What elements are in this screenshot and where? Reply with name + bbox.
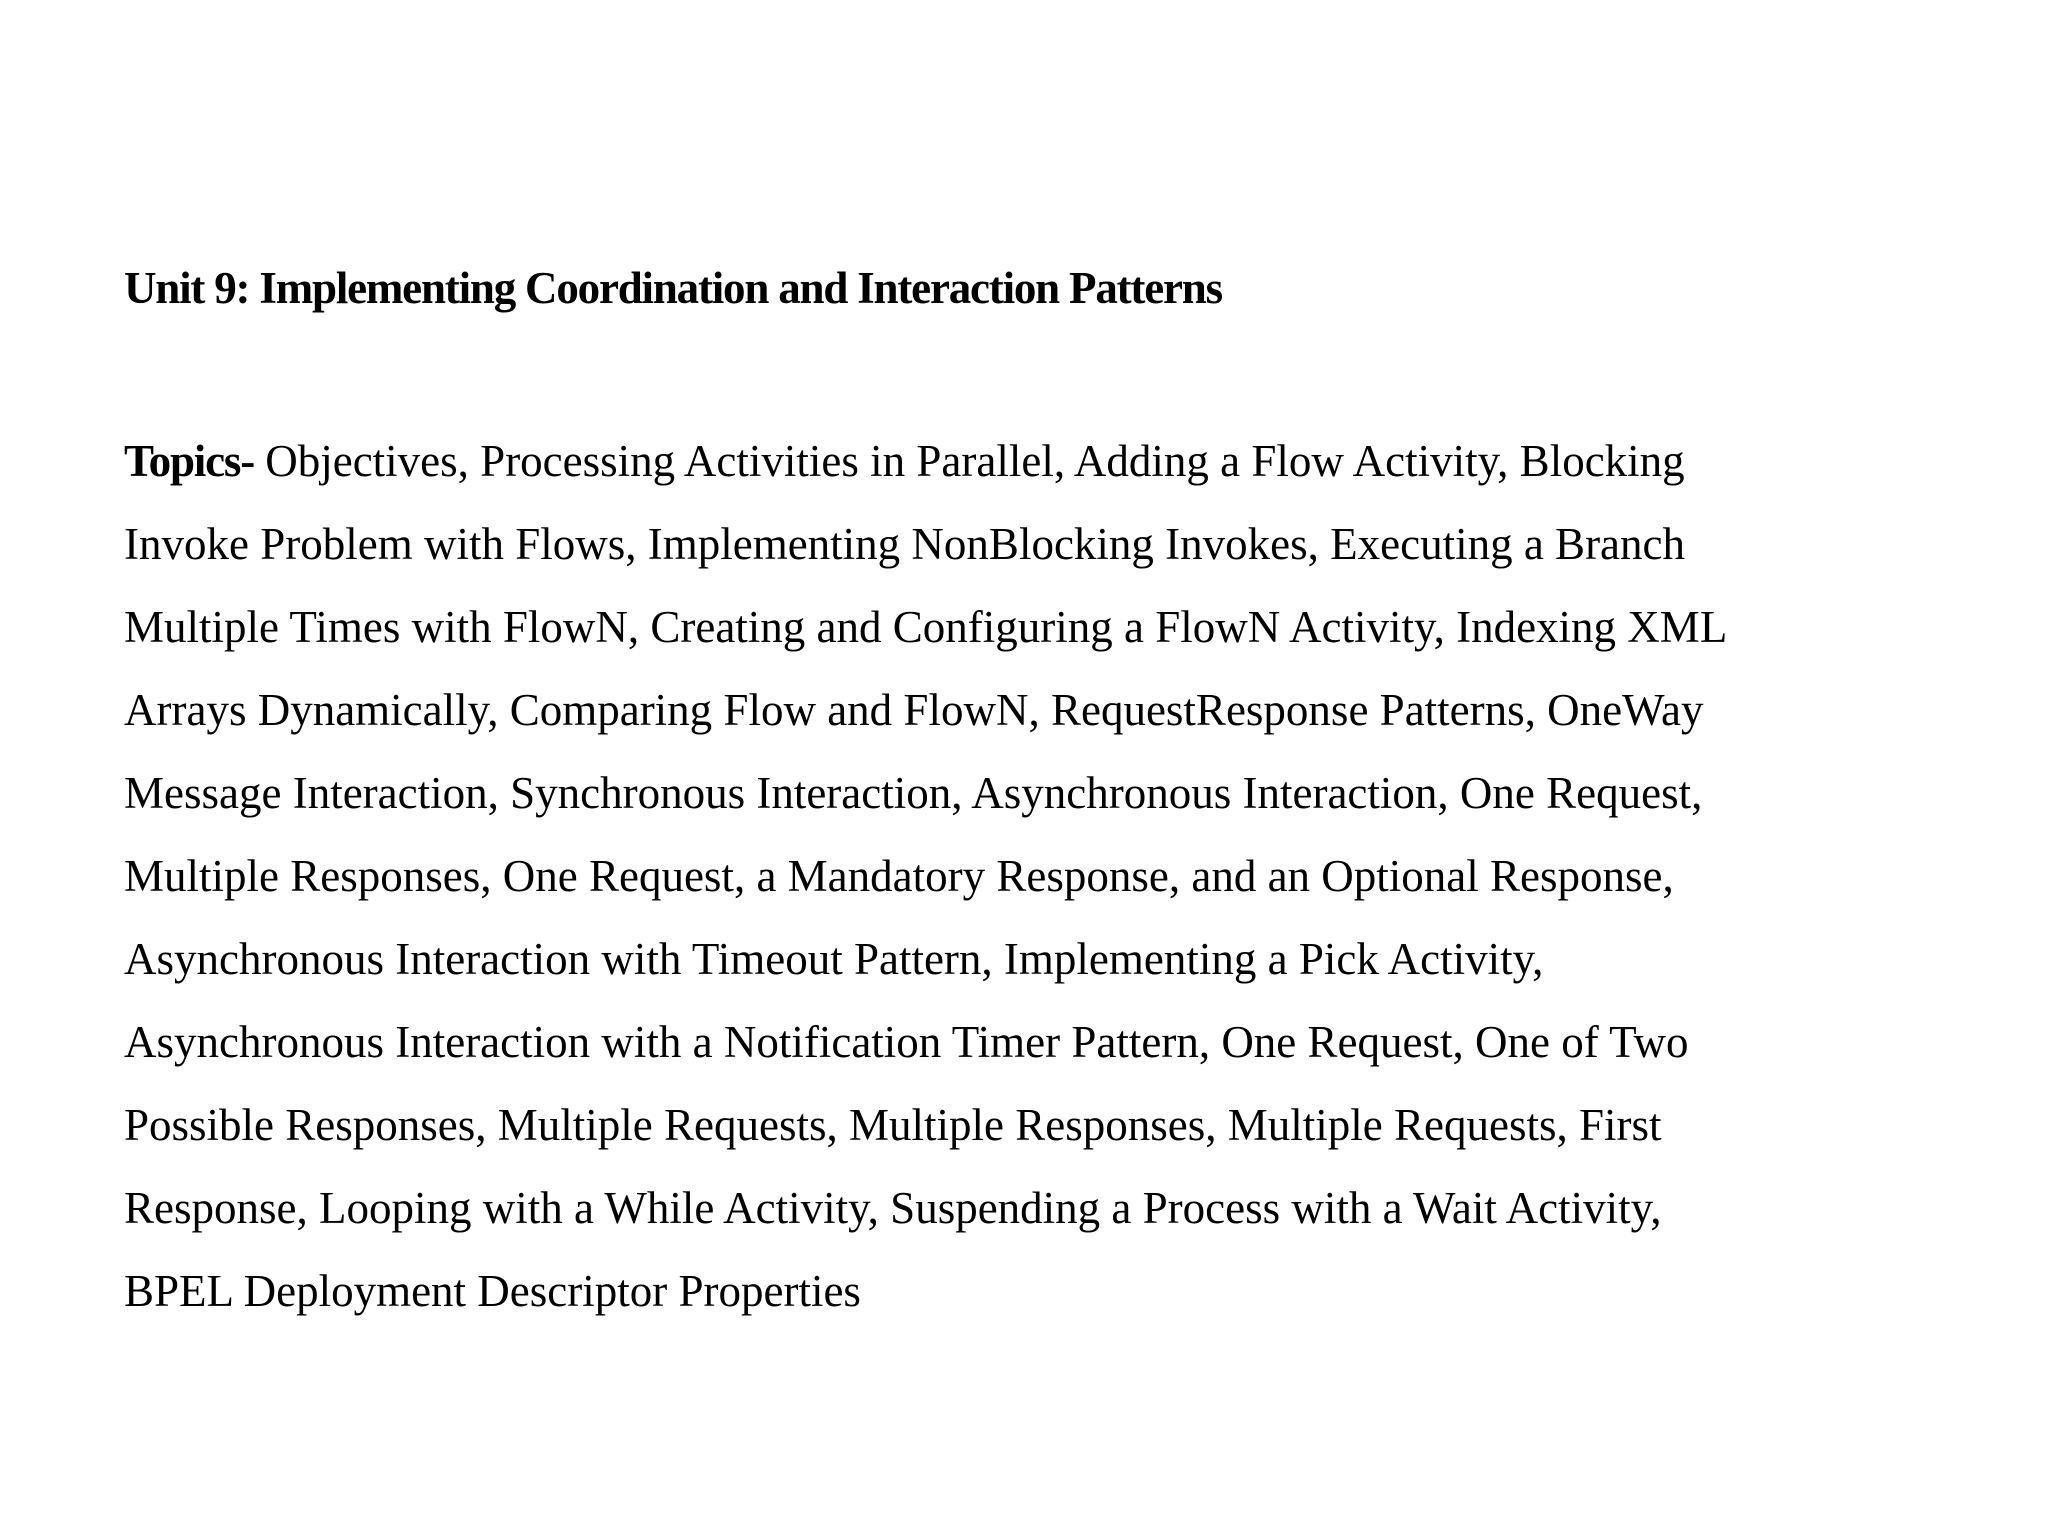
topics-line: Asynchronous Interaction with a Notification Timer Pattern, One Request, One of Two [124,1017,1689,1067]
topics-label: Topics- [124,436,254,486]
topics-line: Message Interaction, Synchronous Interaction, Asynchronous Interaction, One Request, [124,768,1703,818]
topics-line: Multiple Responses, One Request, a Mandatory Response, and an Optional Response, [124,851,1674,901]
topics-line: Asynchronous Interaction with Timeout Pattern, Implementing a Pick Activity, [124,934,1544,984]
topics-line: Arrays Dynamically, Comparing Flow and FlowN, RequestResponse Patterns, OneWay [124,685,1704,735]
topics-line: Response, Looping with a While Activity, Suspending a Process with a Wait Activity, [124,1183,1662,1233]
topics-paragraph [124,420,1984,1333]
topics-line-text: Objectives, Processing Activities in Parallel, Adding a Flow Activity, Blocking [253,436,1685,486]
topics-line: Multiple Times with FlowN, Creating and Configuring a FlowN Activity, Indexing XML [124,602,1728,652]
topics-line: Possible Responses, Multiple Requests, Multiple Responses, Multiple Requests, First [124,1100,1662,1150]
unit-title: Unit 9: Implementing Coordination and Interaction Patterns [124,263,1222,313]
topics-line: Invoke Problem with Flows, Implementing NonBlocking Invokes, Executing a Branch [124,519,1686,569]
topics-line: BPEL Deployment Descriptor Properties [124,1266,861,1316]
topics-line [124,420,1984,503]
